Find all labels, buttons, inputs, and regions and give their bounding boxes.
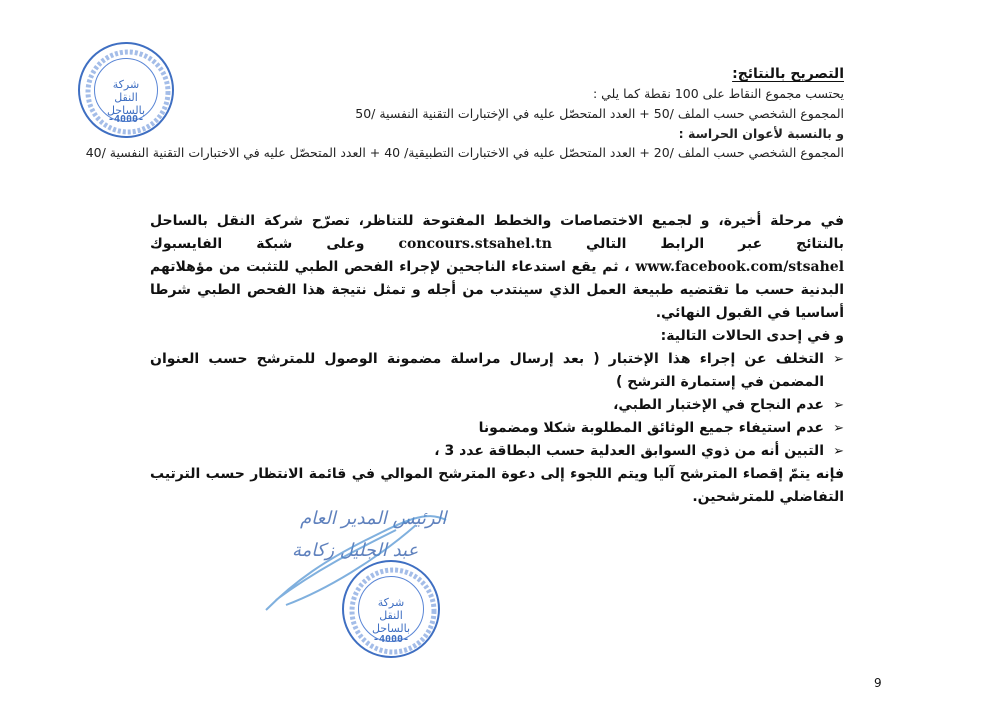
bottom-stamp-center-text: شركة النقل بالساحل bbox=[371, 596, 411, 635]
score-intro-line: يحتسب مجموع النقاط على 100 نقطة كما يلي : bbox=[592, 86, 844, 101]
list-item: ➢ عدم استيفاء جميع الوثائق المطلوبة شكلا ومضمونا bbox=[150, 417, 844, 440]
guards-heading-line: و بالنسبة لأعوان الحراسة : bbox=[678, 126, 844, 141]
top-stamp-number: -4000- bbox=[107, 114, 145, 125]
page-number: 9 bbox=[874, 676, 882, 690]
bottom-stamp-number: -4000- bbox=[372, 634, 410, 645]
bottom-stamp bbox=[342, 560, 440, 658]
results-paragraph bbox=[150, 210, 844, 325]
list-item: ➢ التبين أنه من ذوي السوابق العدلية حسب البطاقة عدد 3 ، bbox=[150, 440, 844, 463]
results-declaration-title: التصريح بالنتائج: bbox=[732, 66, 844, 82]
list-item: ➢ عدم النجاح في الإختبار الطبي، bbox=[150, 394, 844, 417]
signatory-name: عبد الجليل زكامة bbox=[292, 540, 419, 561]
results-website-link[interactable]: concours.stsahel.tn bbox=[398, 236, 552, 252]
top-stamp bbox=[78, 42, 174, 138]
results-paragraph-part2: وعلى شبكة الفايسبوك bbox=[150, 236, 365, 252]
guards-formula-line: المجموع الشخصي حسب الملف /20 + العدد المتحصّل عليه في الاختبارات التطبيقية/ 40 + العدد المتحصّل عليه في الاختبارات التقنية النفسية /40 bbox=[85, 145, 844, 160]
results-paragraph-part3: ، ثم يقع استدعاء الناجحين لإجراء الفحص الطبي للتثبت من مؤهلاتهم البدنية حسب ما تقتضيه طبيعة العمل الذي سينتدب من أجله و تمثل نتيجة هذا الفحص الطبي شرطا أساسيا في القبول النهائي. bbox=[150, 259, 844, 321]
signatory-title: الرئيس المدير العام bbox=[300, 508, 447, 529]
top-stamp-center-text: شركة النقل بالساحل bbox=[106, 78, 146, 117]
score-formula-line: المجموع الشخصي حسب الملف /50 + العدد المتحصّل عليه في الإختبارات التقنية النفسية /50 bbox=[355, 106, 844, 121]
cases-title: و في إحدى الحالات التالية: bbox=[660, 328, 844, 344]
results-paragraph-part1: في مرحلة أخيرة، و لجميع الاختصاصات والخطط المفتوحة للتناظر، تصرّح شركة النقل بالساحل بالنتائج عبر الرابط التالي bbox=[150, 213, 844, 252]
main-body bbox=[150, 210, 844, 509]
exclusion-cases-list bbox=[150, 348, 844, 463]
facebook-link[interactable]: www.facebook.com/stsahel bbox=[635, 259, 845, 275]
exclusion-consequence: فإنه يتمّ إقصاء المترشح آليا ويتم اللجوء إلى دعوة المترشح الموالي في قائمة الانتظار حسب الترتيب التفاضلي للمترشحين. bbox=[150, 466, 844, 505]
list-item: ➢ التخلف عن إجراء هذا الإختبار ( بعد إرسال مراسلة مضمونة الوصول للمترشح حسب العنوان المضمن في إستمارة الترشح ) bbox=[150, 348, 844, 394]
